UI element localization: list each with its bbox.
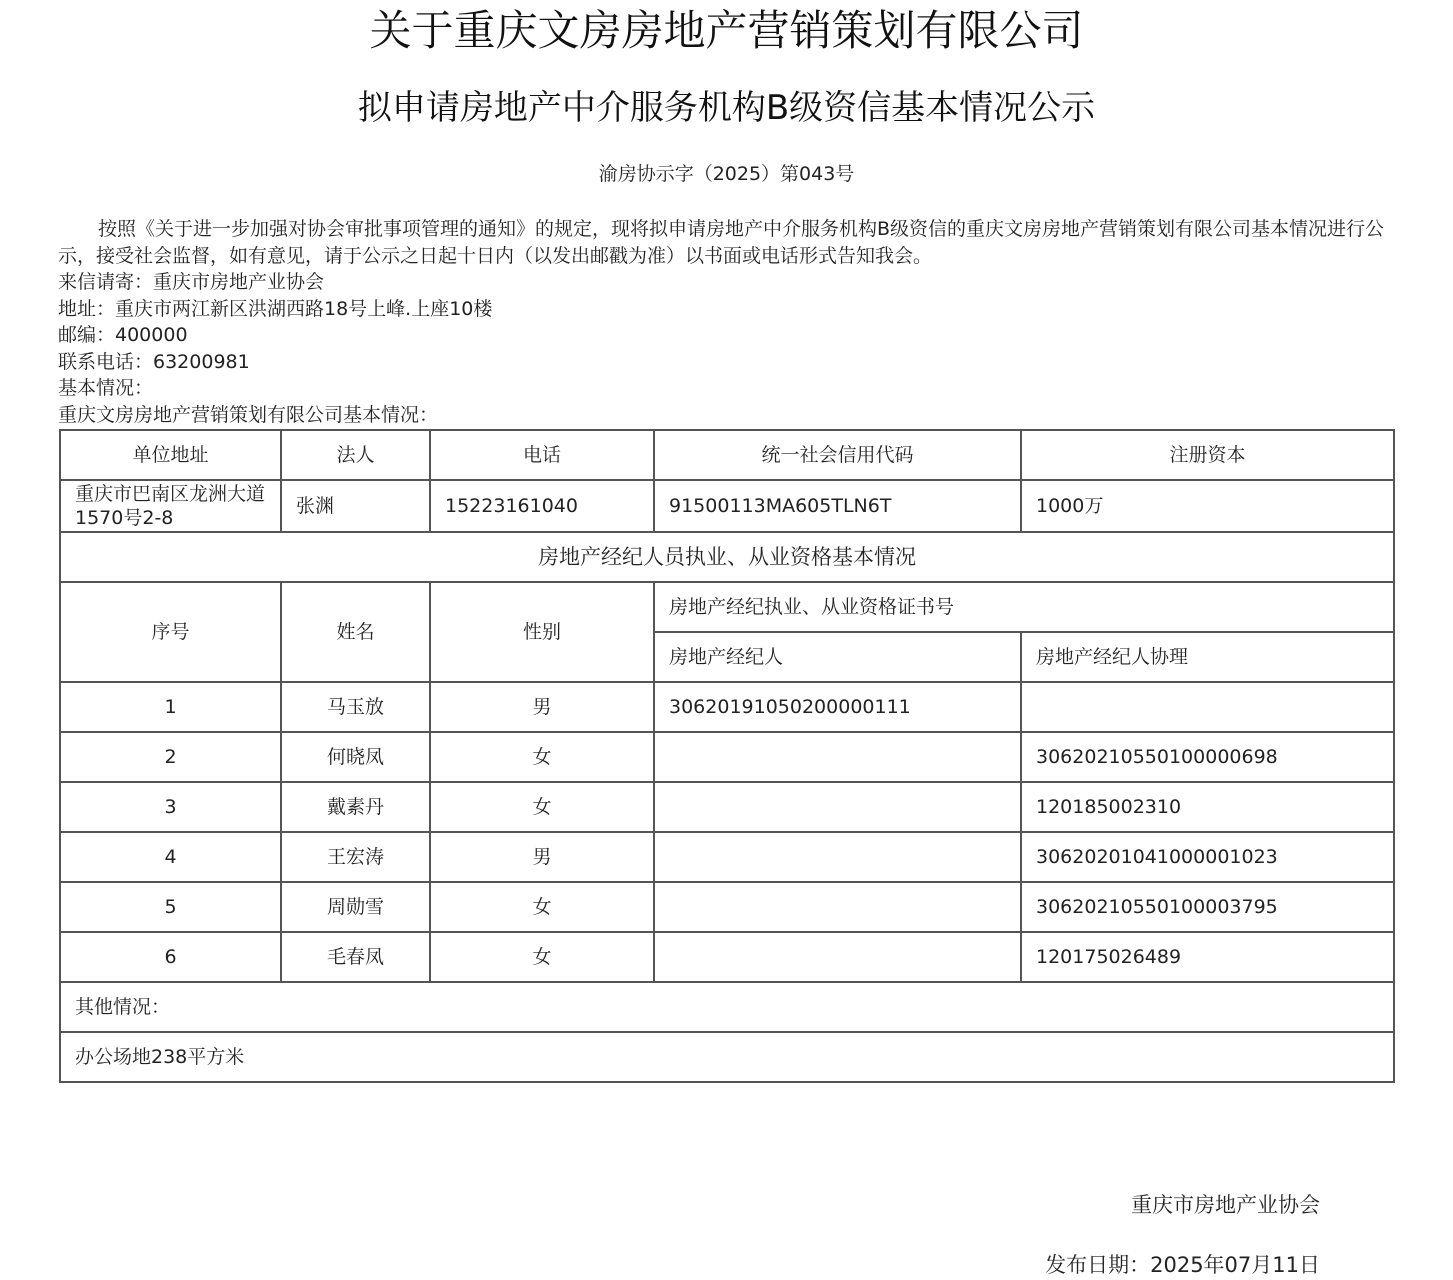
row-agent-cert: [654, 882, 1021, 932]
header-cell-index: 序号: [60, 582, 281, 682]
page-subtitle: 拟申请房地产中介服务机构B级资信基本情况公示: [357, 88, 1096, 128]
info-table: [59, 429, 1395, 1083]
row-assistant-cert: 30620201041000001023: [1021, 832, 1394, 882]
table-row: [60, 882, 1394, 932]
company-basic-label: 重庆文房房地产营销策划有限公司基本情况：: [58, 403, 439, 426]
table-row: [60, 932, 1394, 982]
other-text: 办公场地238平方米: [60, 1032, 1394, 1082]
agents-section-title: 房地产经纪人员执业、从业资格基本情况: [60, 532, 1394, 582]
row-gender: 女: [430, 782, 654, 832]
row-agent-cert: [654, 732, 1021, 782]
address-line: 地址：重庆市两江新区洪湖西路18号上峰.上座10楼: [58, 297, 493, 320]
row-index: 3: [60, 782, 281, 832]
header-cell-credit-code: 统一社会信用代码: [654, 430, 1021, 480]
row-index: 6: [60, 932, 281, 982]
mail-to-line: 来信请寄：重庆市房地产业协会: [58, 271, 325, 293]
row-assistant-cert: 120185002310: [1021, 782, 1394, 832]
row-name: 马玉放: [281, 682, 430, 732]
row-gender: 男: [430, 832, 654, 882]
table-row: [60, 782, 1394, 832]
publish-date: 发布日期：2025年07月11日: [1045, 1253, 1320, 1277]
row-agent-cert: [654, 782, 1021, 832]
header-cell-address: 单位地址: [60, 430, 281, 480]
row-index: 2: [60, 732, 281, 782]
other-label: 其他情况：: [60, 982, 1394, 1032]
row-assistant-cert: 120175026489: [1021, 932, 1394, 982]
row-name: 戴素丹: [281, 782, 430, 832]
row-assistant-cert: 30620210550100003795: [1021, 882, 1394, 932]
issuing-organization: 重庆市房地产业协会: [1131, 1193, 1320, 1217]
header-cell-legal-person: 法人: [281, 430, 430, 480]
row-name: 毛春凤: [281, 932, 430, 982]
company-capital: 1000万: [1021, 480, 1394, 532]
row-agent-cert: 30620191050200000111: [654, 682, 1021, 732]
table-row: [60, 832, 1394, 882]
page-title: 关于重庆文房房地产营销策划有限公司: [369, 6, 1084, 55]
other-label-row: [60, 982, 1394, 1032]
row-assistant-cert: 30620210550100000698: [1021, 732, 1394, 782]
row-name: 王宏涛: [281, 832, 430, 882]
basic-label: 基本情况：: [58, 377, 154, 399]
row-agent-cert: [654, 932, 1021, 982]
phone-line: 联系电话：63200981: [58, 350, 250, 373]
company-credit-code: 91500113MA605TLN6T: [654, 480, 1021, 532]
row-gender: 男: [430, 682, 654, 732]
header-cell-capital: 注册资本: [1021, 430, 1394, 480]
company-data-row: [60, 480, 1394, 532]
document-number: 渝房协示字（2025）第043号: [598, 163, 855, 185]
company-phone: 15223161040: [430, 480, 654, 532]
intro-section: [58, 216, 1393, 428]
row-index: 5: [60, 882, 281, 932]
header-cell-gender: 性别: [430, 582, 654, 682]
row-agent-cert: [654, 832, 1021, 882]
intro-paragraph: 按照《关于进一步加强对协会审批事项管理的通知》的规定，现将拟申请房地产中介服务机构B级资信的重庆文房房地产营销策划有限公司基本情况进行公示，接受社会监督，如有意见，请于公示之日起十日内（以发出邮戳为准）以书面或电话形式告知我会。: [58, 218, 1385, 267]
postcode-line: 邮编：400000: [58, 324, 188, 346]
row-name: 周勋雪: [281, 882, 430, 932]
agents-section-row: [60, 532, 1394, 582]
table-row: [60, 682, 1394, 732]
row-index: 1: [60, 682, 281, 732]
header-cell-agent: 房地产经纪人: [654, 632, 1021, 682]
agents-header-row-1: [60, 582, 1394, 632]
row-assistant-cert: [1021, 682, 1394, 732]
row-gender: 女: [430, 932, 654, 982]
row-name: 何晓凤: [281, 732, 430, 782]
row-gender: 女: [430, 732, 654, 782]
company-address: 重庆市巴南区龙洲大道1570号2-8: [60, 480, 281, 532]
header-cell-assistant: 房地产经纪人协理: [1021, 632, 1394, 682]
other-text-row: [60, 1032, 1394, 1082]
row-gender: 女: [430, 882, 654, 932]
company-legal-person: 张渊: [281, 480, 430, 532]
company-header-row: [60, 430, 1394, 480]
header-cell-phone: 电话: [430, 430, 654, 480]
row-index: 4: [60, 832, 281, 882]
header-cell-name: 姓名: [281, 582, 430, 682]
header-cell-cert-group: 房地产经纪执业、从业资格证书号: [654, 582, 1394, 632]
table-row: [60, 732, 1394, 782]
